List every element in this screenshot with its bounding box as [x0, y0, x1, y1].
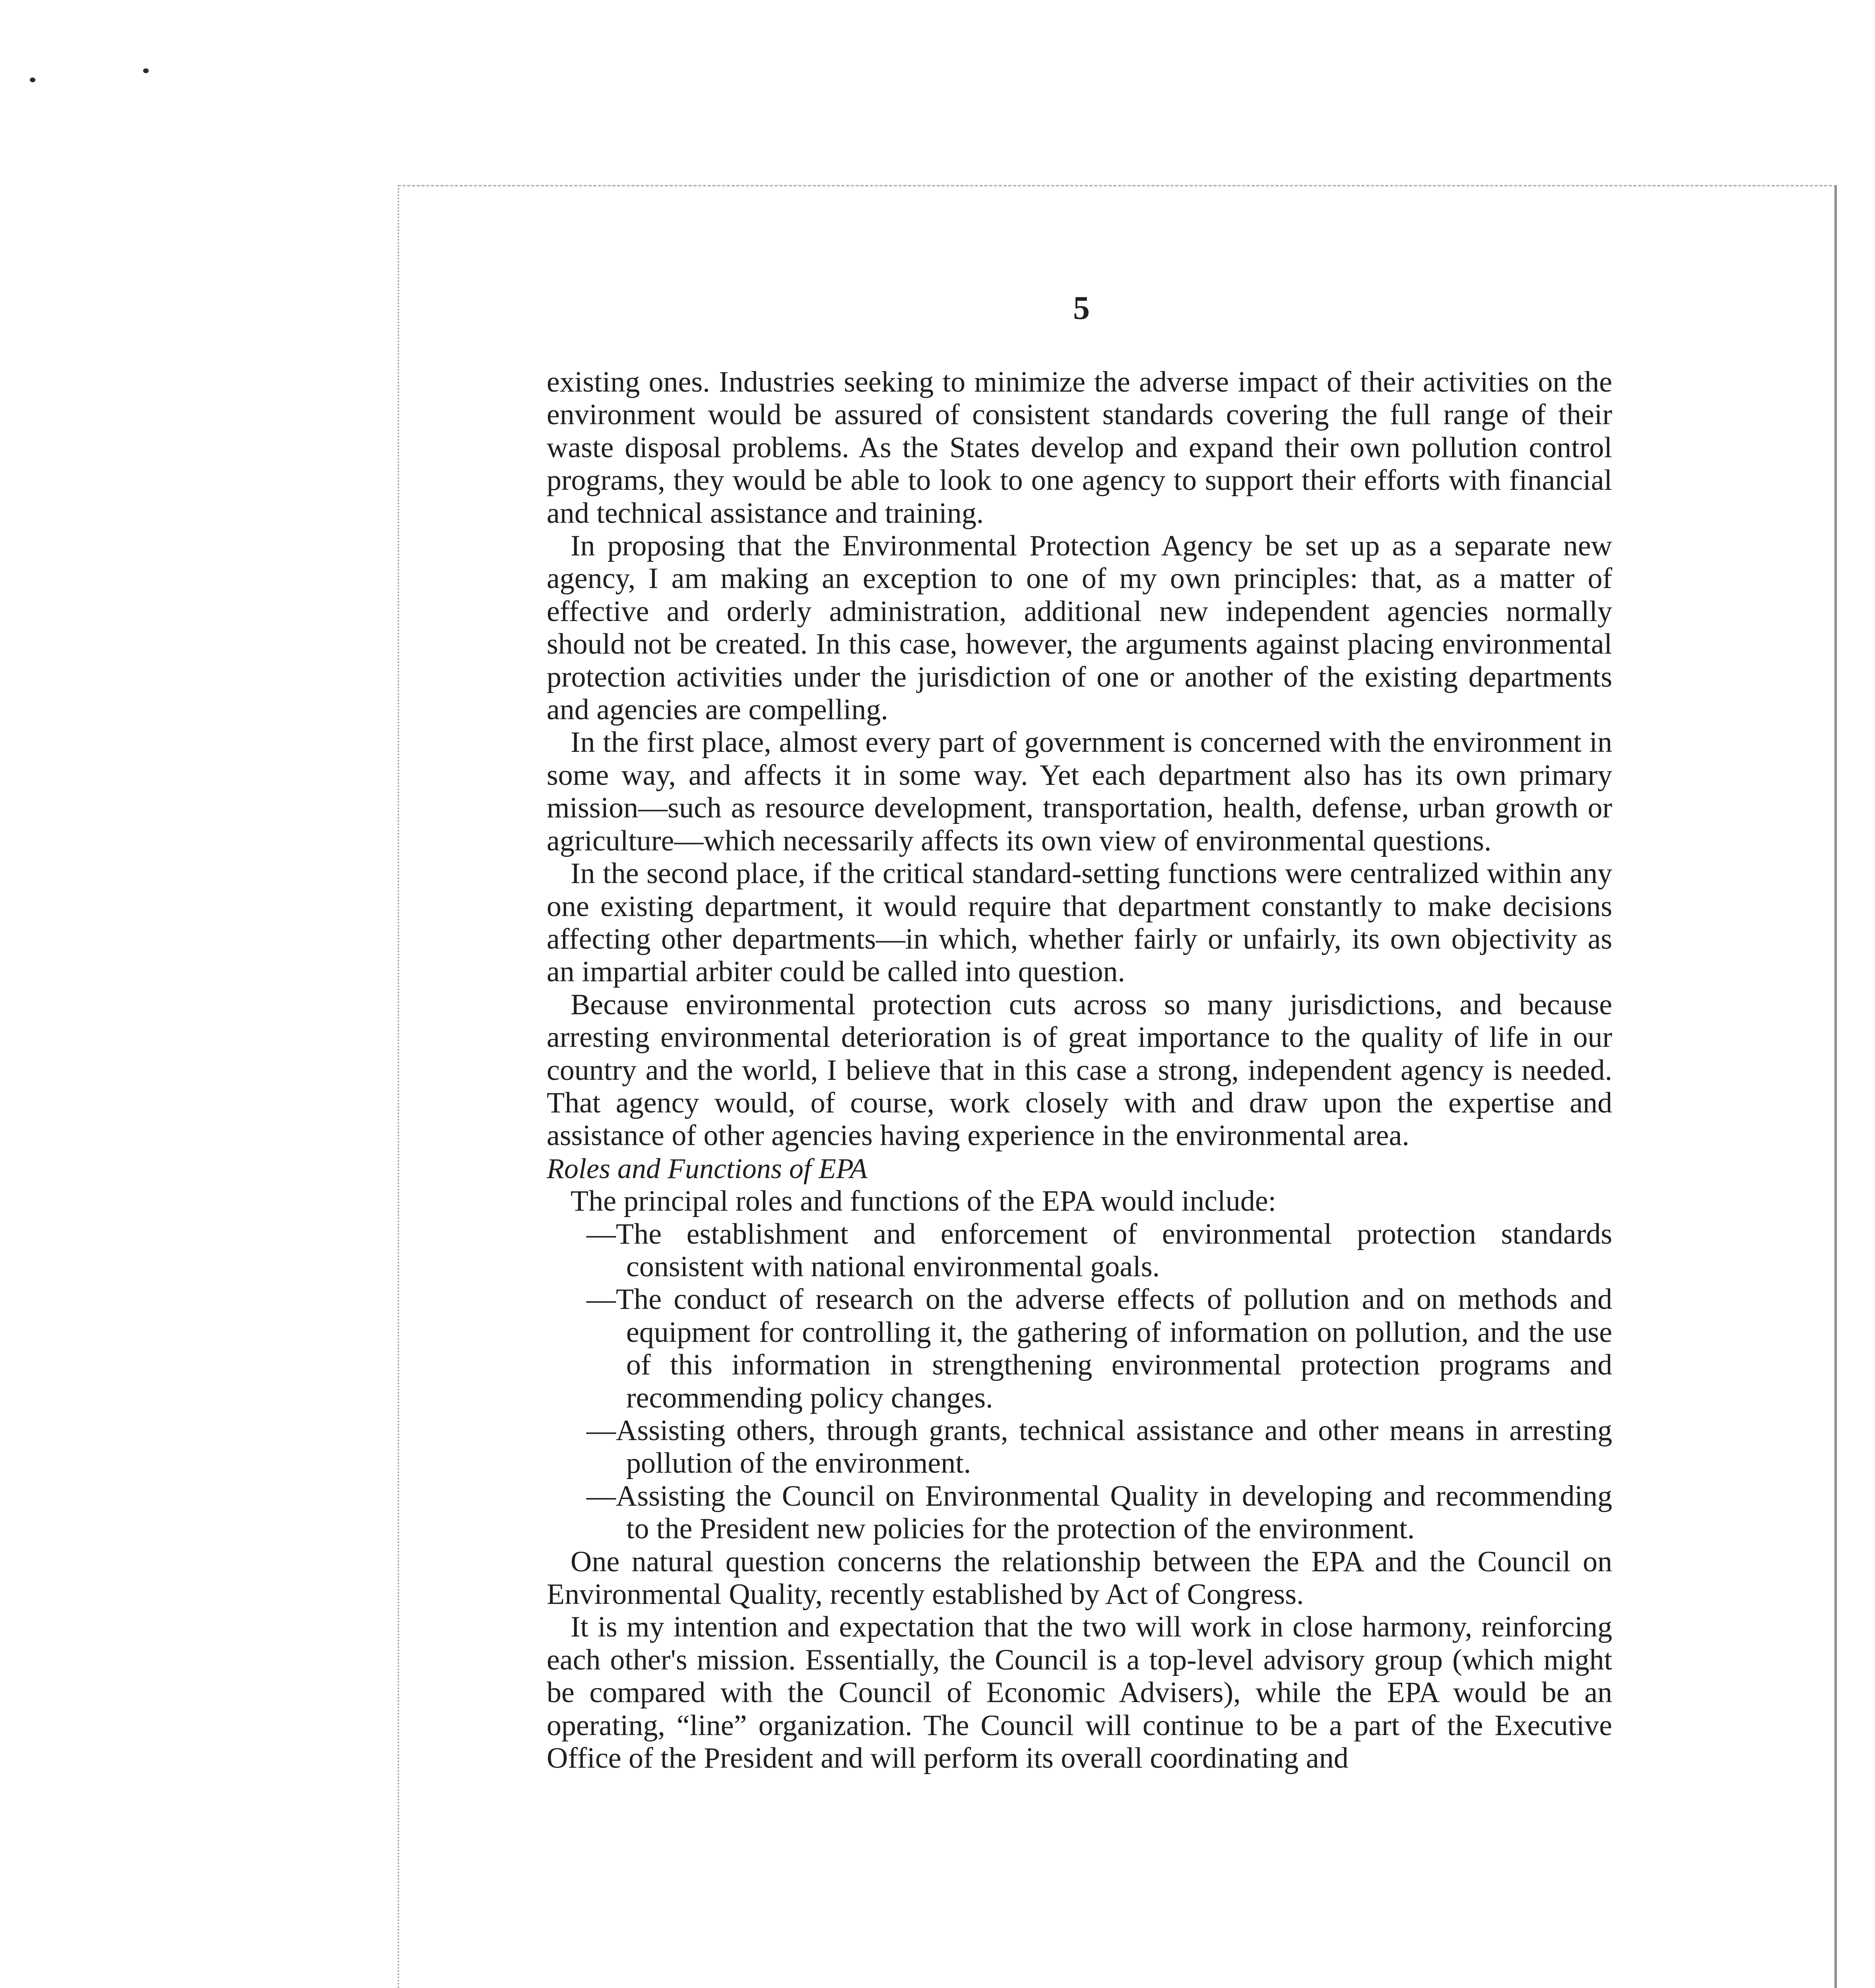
body-paragraph: One natural question concerns the relationship between the EPA and the Council on Environmental Quality, recently established by Act of Congress.: [547, 1545, 1612, 1611]
body-paragraph: Because environmental protection cuts across so many jurisdictions, and because arresting environmental deterioration is of great importance to the quality of life in our country and the world, I believe that in this case a strong, independent agency is needed. That agency would, of course, work closely with and draw upon the expertise and assistance of other agencies having experience in the environmental area.: [547, 988, 1612, 1152]
section-intro: The principal roles and functions of the EPA would include:: [571, 1185, 1276, 1218]
body-paragraph: In proposing that the Environmental Protection Agency be set up as a separate new agency, I am making an exception to one of my own principles: that, as a matter of effective and orderly administration, additional new independent agencies normally should not be created. In this case, however, the arguments against placing environmental protection activities under the jurisdiction of one or another of the existing departments and agencies are compelling.: [547, 530, 1612, 726]
page-number: 5: [1073, 289, 1090, 326]
list-item: —The establishment and enforcement of environmental protection standards consistent with national environmental goals.: [586, 1217, 1612, 1283]
scan-speck: [143, 68, 149, 73]
list-item: —The conduct of research on the adverse effects of pollution and on methods and equipment for controlling it, the gathering of information on pollution, and the use of this information in strengthening environmental protection programs and recommending policy changes.: [586, 1283, 1612, 1414]
list-item: —Assisting the Council on Environmental Quality in developing and recommending to the President new policies for the protection of the environment.: [586, 1479, 1612, 1545]
list-item: —Assisting others, through grants, technical assistance and other means in arresting pollution of the environment.: [586, 1414, 1612, 1480]
scan-speck: [30, 78, 35, 82]
section-heading: Roles and Functions of EPA: [547, 1152, 868, 1184]
body-paragraph: It is my intention and expectation that the two will work in close harmony, reinforcing each other's mission. Essentially, the Council is a top-level advisory group (which might be compared with the Council of Economic Advisers), while the EPA would be an operating, “line” organization. The Council will continue to be a part of the Executive Office of the President and will perform its overall coordinating and: [547, 1611, 1612, 1775]
body-paragraph: In the second place, if the critical standard-setting functions were centralized within any one existing department, it would require that department constantly to make decisions affecting other departments—in which, whether fairly or unfairly, its own objectivity as an impartial arbiter could be called into question.: [547, 857, 1612, 988]
body-paragraph: In the first place, almost every part of government is concerned with the environment in some way, and affects it in some way. Yet each department also has its own primary mission—such as resource development, transportation, health, defense, urban growth or agriculture—which necessarily affects its own view of environmental questions.: [547, 726, 1612, 857]
body-paragraph: existing ones. Industries seeking to minimize the adverse impact of their activities on the environment would be assured of consistent standards covering the full range of their waste disposal problems. As the States develop and expand their own pollution control programs, they would be able to look to one agency to support their efforts with financial and technical assistance and training.: [547, 366, 1612, 530]
document-body: [547, 366, 1612, 1774]
